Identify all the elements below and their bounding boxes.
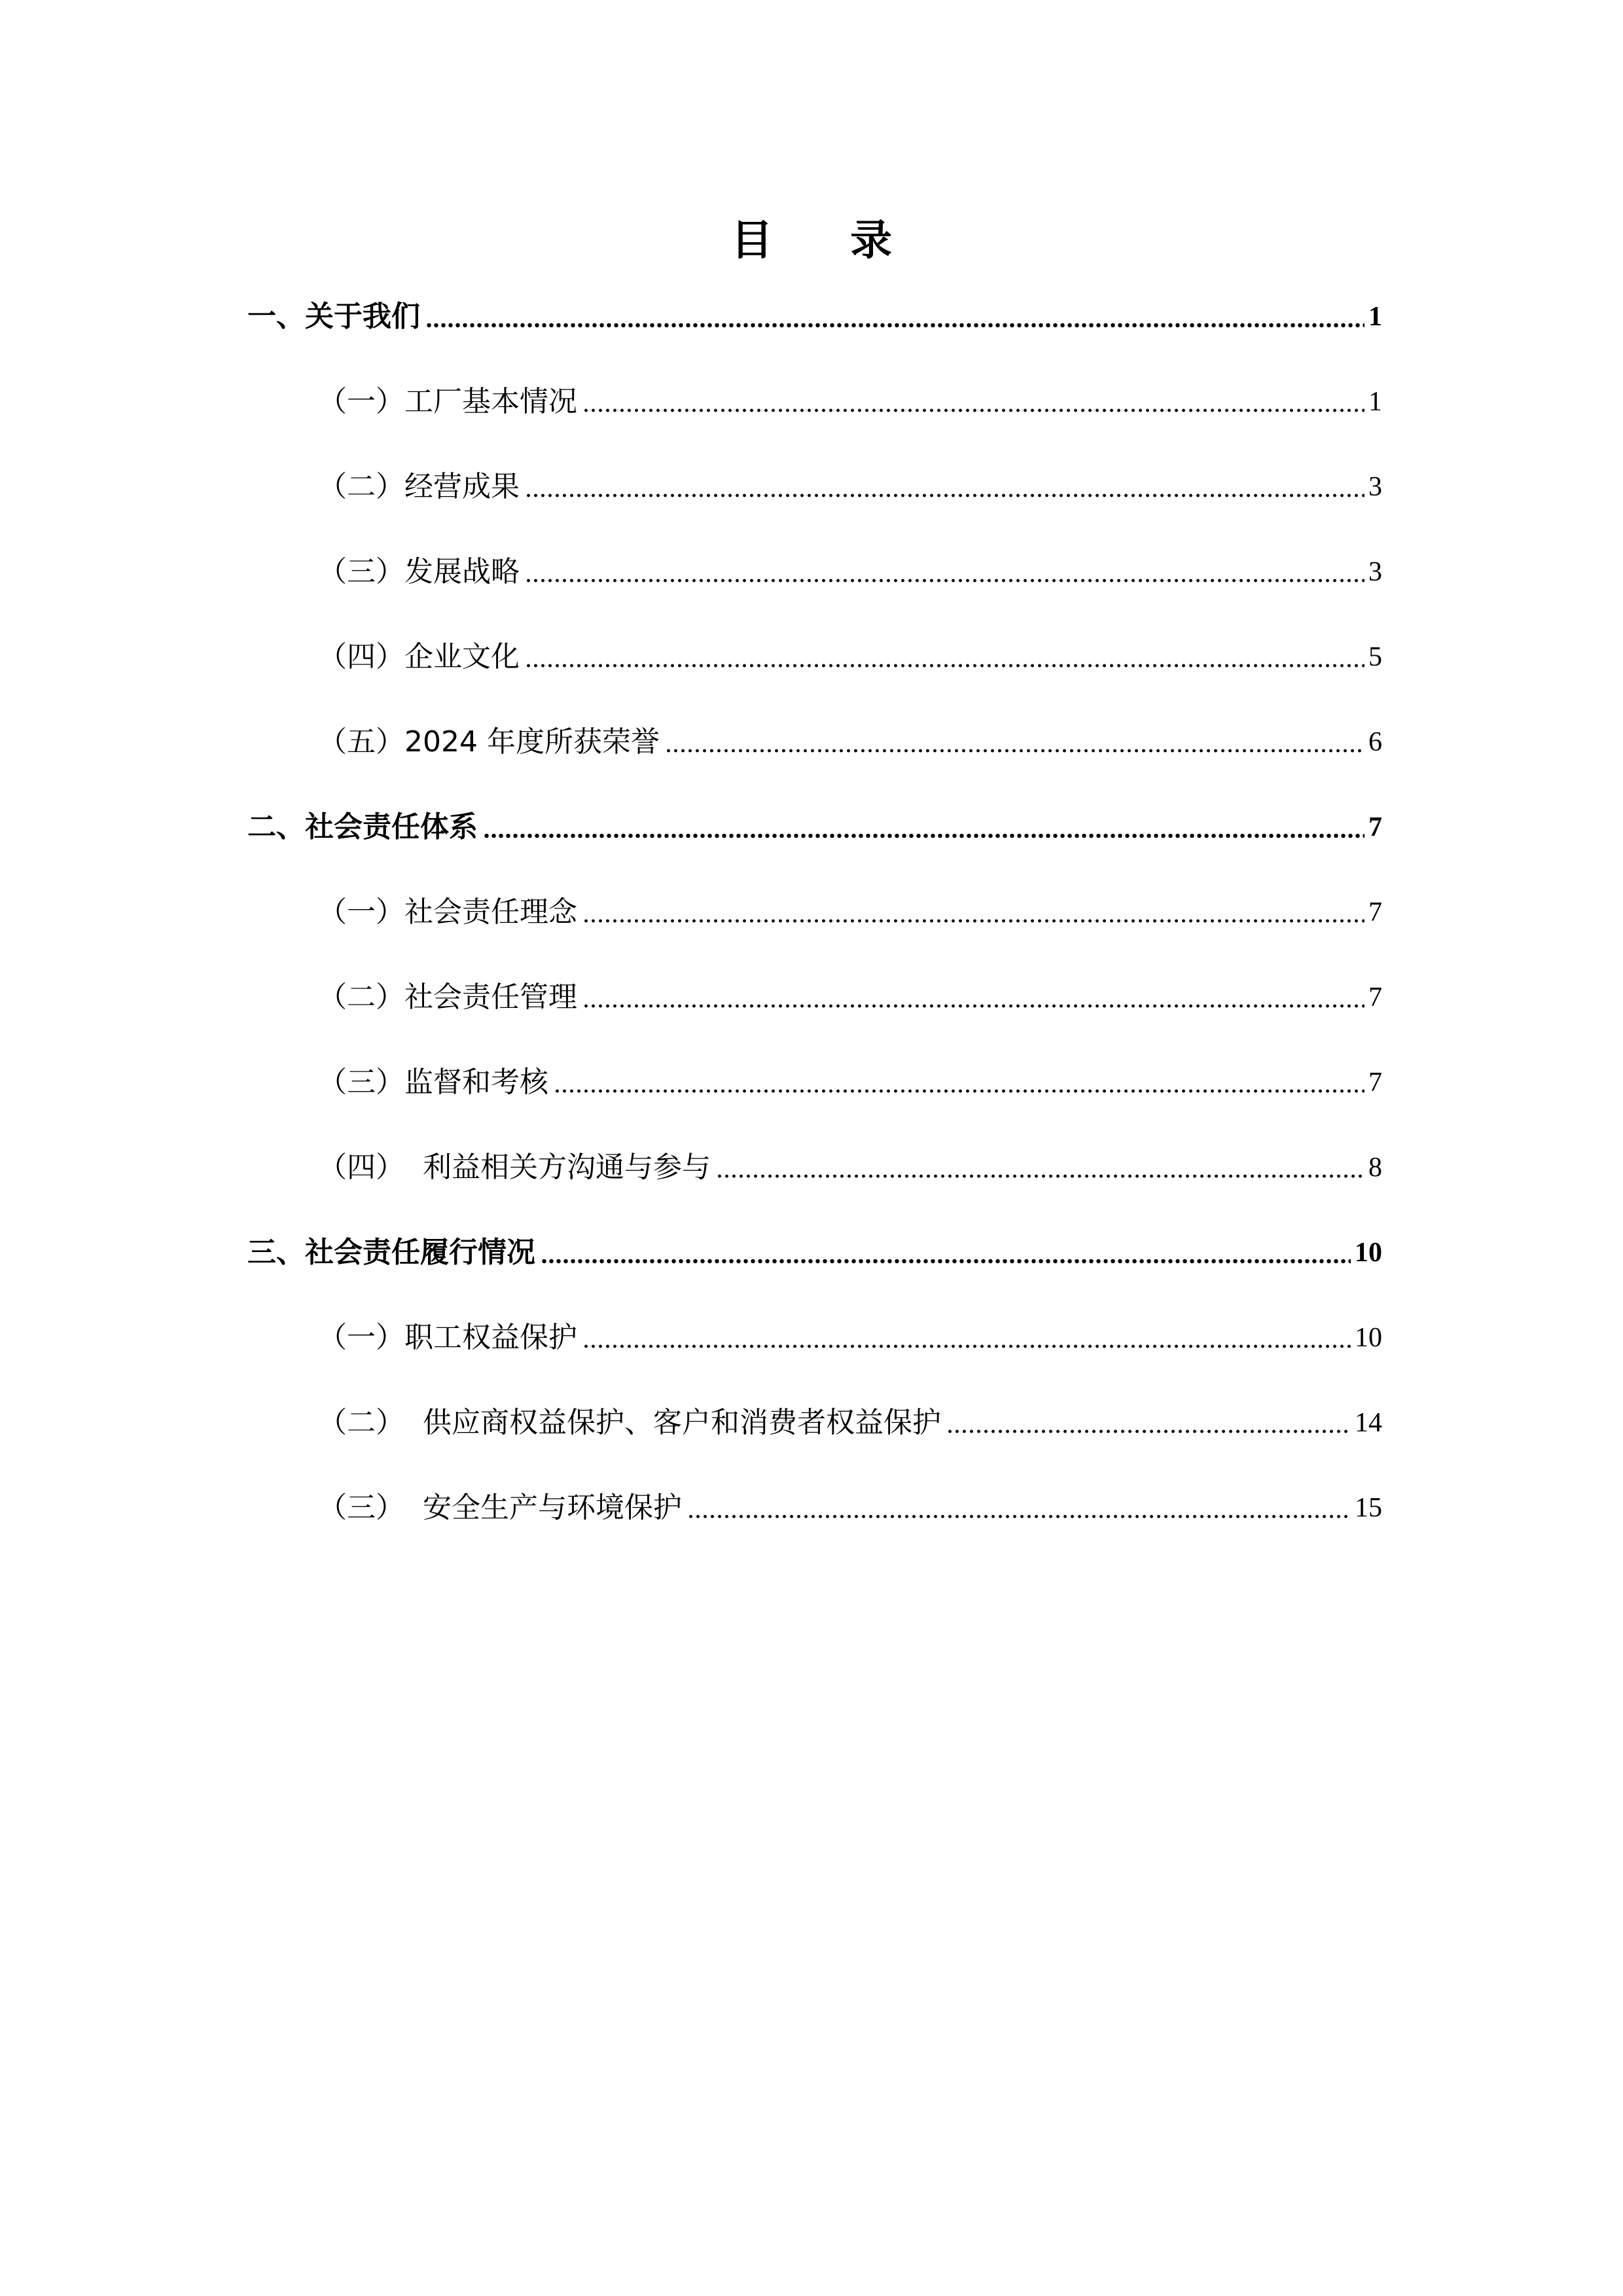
toc-entry-label: （一）工厂基本情况 [318,385,577,418]
toc-page-number: 6 [1368,727,1382,757]
toc-dot-leader [582,1002,1364,1010]
toc-entry-label: （二）社会责任管理 [318,980,577,1014]
toc-dot-leader [716,1172,1364,1180]
toc-dot-leader [582,406,1364,414]
toc-page-number: 7 [1368,812,1382,842]
toc-dot-leader [582,917,1364,925]
toc-dot-leader [525,577,1364,584]
toc-entry-label: （四）企业文化 [318,640,520,673]
toc-page-number: 8 [1368,1153,1382,1183]
toc-entry[interactable] [318,1399,1382,1447]
toc-page-number: 10 [1355,1323,1382,1353]
toc-entry[interactable] [318,973,1382,1022]
toc-entry-label: （一）职工权益保护 [318,1321,577,1354]
toc-entry[interactable] [247,803,1382,852]
toc-entry[interactable] [318,378,1382,426]
toc-entry-label: （三） 安全生产与环境保护 [318,1491,682,1524]
toc-page-number: 10 [1355,1238,1382,1268]
toc-entry[interactable] [318,718,1382,766]
toc-entry[interactable] [318,633,1382,681]
toc-entry[interactable] [318,548,1382,596]
toc-entry[interactable] [318,1314,1382,1362]
toc-entry-label: （二） 供应商权益保护、客户和消费者权益保护 [318,1406,941,1439]
toc-entry-label: （三）监督和考核 [318,1066,548,1099]
toc-page-number: 7 [1368,982,1382,1013]
toc-page-number: 3 [1368,472,1382,502]
toc-page-number: 1 [1368,302,1382,332]
toc-entry-label: （二）经营成果 [318,470,520,503]
toc-dot-leader [541,1257,1351,1265]
toc-entry[interactable] [318,1058,1382,1107]
toc-entry-label: 三、社会责任履行情况 [247,1236,535,1269]
toc-dot-leader [554,1087,1364,1095]
toc-entry-label: 二、社会责任体系 [247,810,478,844]
toc-page-number: 15 [1355,1493,1382,1523]
toc-dot-leader [525,492,1364,499]
toc-entry[interactable] [318,1484,1382,1532]
toc-dot-leader [525,662,1364,670]
toc-page-number: 7 [1368,1067,1382,1098]
toc-dot-leader [483,832,1364,840]
toc-entry-label: （四） 利益相关方沟通与参与 [318,1151,711,1184]
toc-entry[interactable] [318,888,1382,937]
toc-dot-leader [946,1427,1351,1435]
toc-page-number: 1 [1368,387,1382,417]
toc-dot-leader [665,747,1364,755]
toc-page-number: 3 [1368,557,1382,587]
toc-dot-leader [582,1342,1351,1350]
toc-page-number: 14 [1355,1408,1382,1438]
toc-title: 目 录 [730,217,924,265]
toc-entry-label: （五）2024 年度所获荣誉 [318,725,660,759]
toc-entry[interactable] [318,1143,1382,1192]
toc-entry-label: （三）发展战略 [318,555,520,588]
toc-dot-leader [687,1513,1351,1520]
toc-entry[interactable] [318,463,1382,511]
toc-entry-label: 一、关于我们 [247,300,420,333]
toc-dot-leader [425,321,1364,329]
toc-entry[interactable] [247,1229,1382,1277]
toc-entry-label: （一）社会责任理念 [318,895,577,929]
toc-entry[interactable] [247,293,1382,341]
toc-page-number: 7 [1368,897,1382,927]
toc-page-number: 5 [1368,642,1382,672]
